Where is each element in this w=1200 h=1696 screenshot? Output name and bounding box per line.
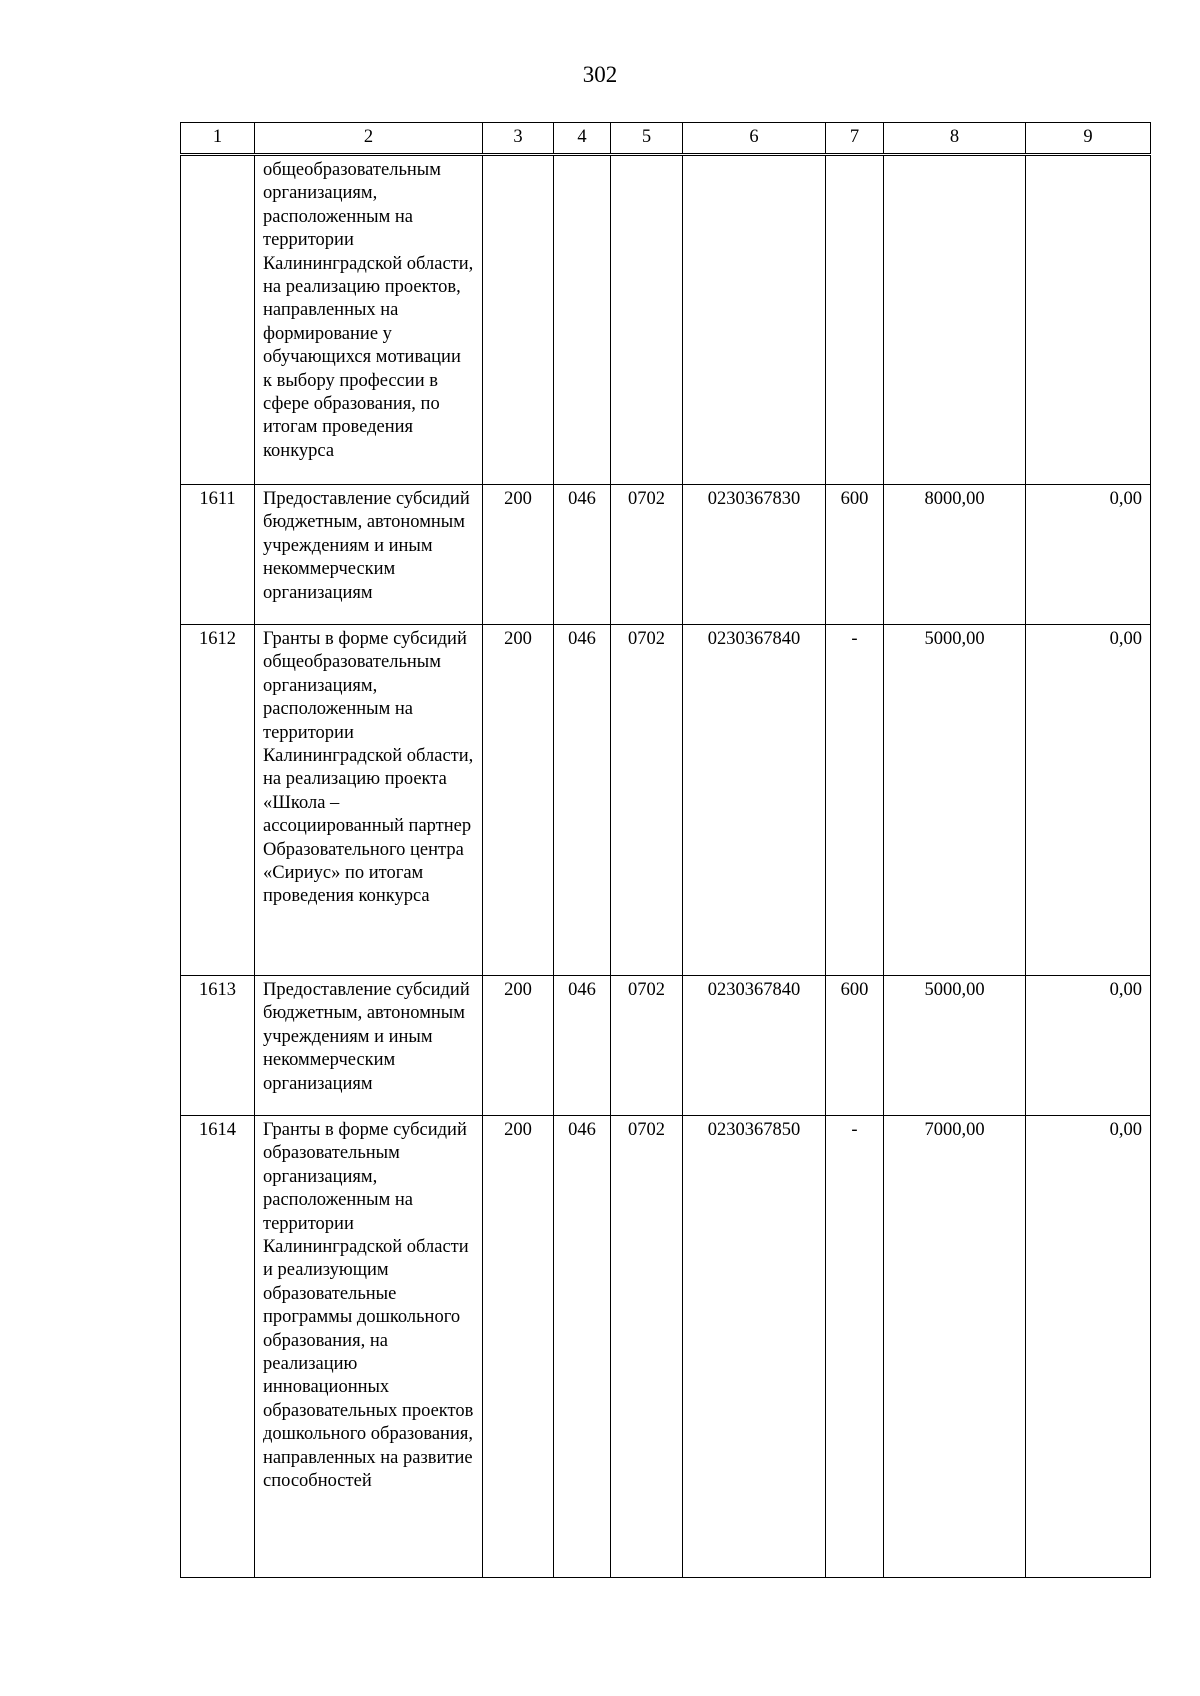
row-col-9: 0,00 <box>1026 485 1151 625</box>
row-col-3: 200 <box>483 1116 554 1578</box>
row-col-7: 600 <box>826 976 884 1116</box>
row-col-9: 0,00 <box>1026 976 1151 1116</box>
row-col-5 <box>611 155 683 485</box>
row-name: Гранты в форме субсидий общеобразовательным организациям, расположенным на территории Калининградской области, на реализацию проекта «Школа – ассоциированный партнер Образовательного центра «Сириус» по итогам проведения конкурса <box>255 625 483 976</box>
row-col-8: 5000,00 <box>884 976 1026 1116</box>
row-number <box>181 155 255 485</box>
row-col-7: 600 <box>826 485 884 625</box>
table-row <box>181 625 1151 976</box>
row-col-4: 046 <box>554 485 611 625</box>
row-col-4: 046 <box>554 1116 611 1578</box>
row-col-9: 0,00 <box>1026 1116 1151 1578</box>
table-header-row <box>181 123 1151 155</box>
row-col-4: 046 <box>554 625 611 976</box>
row-col-3: 200 <box>483 485 554 625</box>
row-col-3: 200 <box>483 625 554 976</box>
row-col-7: - <box>826 625 884 976</box>
col-header-3: 3 <box>483 123 554 155</box>
row-col-4 <box>554 155 611 485</box>
row-name: Предоставление субсидий бюджетным, автономным учреждениям и иным некоммерческим организациям <box>255 976 483 1116</box>
row-col-6: 0230367840 <box>683 976 826 1116</box>
row-col-5: 0702 <box>611 625 683 976</box>
row-col-3 <box>483 155 554 485</box>
col-header-2: 2 <box>255 123 483 155</box>
row-name: Предоставление субсидий бюджетным, автономным учреждениям и иным некоммерческим организациям <box>255 485 483 625</box>
row-col-9: 0,00 <box>1026 625 1151 976</box>
row-col-8: 5000,00 <box>884 625 1026 976</box>
row-col-5: 0702 <box>611 976 683 1116</box>
col-header-8: 8 <box>884 123 1026 155</box>
row-col-3: 200 <box>483 976 554 1116</box>
row-col-8: 7000,00 <box>884 1116 1026 1578</box>
row-col-8: 8000,00 <box>884 485 1026 625</box>
row-number: 1612 <box>181 625 255 976</box>
row-col-4: 046 <box>554 976 611 1116</box>
table-row <box>181 155 1151 485</box>
budget-table <box>180 122 1151 1578</box>
row-col-6 <box>683 155 826 485</box>
table-row <box>181 976 1151 1116</box>
row-col-5: 0702 <box>611 1116 683 1578</box>
row-col-7 <box>826 155 884 485</box>
row-col-7: - <box>826 1116 884 1578</box>
col-header-6: 6 <box>683 123 826 155</box>
col-header-9: 9 <box>1026 123 1151 155</box>
row-col-6: 0230367850 <box>683 1116 826 1578</box>
col-header-7: 7 <box>826 123 884 155</box>
row-col-8 <box>884 155 1026 485</box>
row-number: 1611 <box>181 485 255 625</box>
col-header-1: 1 <box>181 123 255 155</box>
page-number: 302 <box>582 62 618 87</box>
col-header-5: 5 <box>611 123 683 155</box>
row-col-6: 0230367840 <box>683 625 826 976</box>
table-row <box>181 485 1151 625</box>
row-col-9 <box>1026 155 1151 485</box>
row-number: 1613 <box>181 976 255 1116</box>
table-row <box>181 1116 1151 1578</box>
row-col-6: 0230367830 <box>683 485 826 625</box>
row-col-5: 0702 <box>611 485 683 625</box>
row-number: 1614 <box>181 1116 255 1578</box>
row-name: Гранты в форме субсидий образовательным организациям, расположенным на территории Калининградской области и реализующим образовательные программы дошкольного образования, на реализацию инновационных образовательных проектов дошкольного образования, направленных на развитие способностей <box>255 1116 483 1578</box>
row-name: общеобразовательным организациям, расположенным на территории Калининградской области, на реализацию проектов, направленных на формирование у обучающихся мотивации к выбору профессии в сфере образования, по итогам проведения конкурса <box>255 155 483 485</box>
col-header-4: 4 <box>554 123 611 155</box>
